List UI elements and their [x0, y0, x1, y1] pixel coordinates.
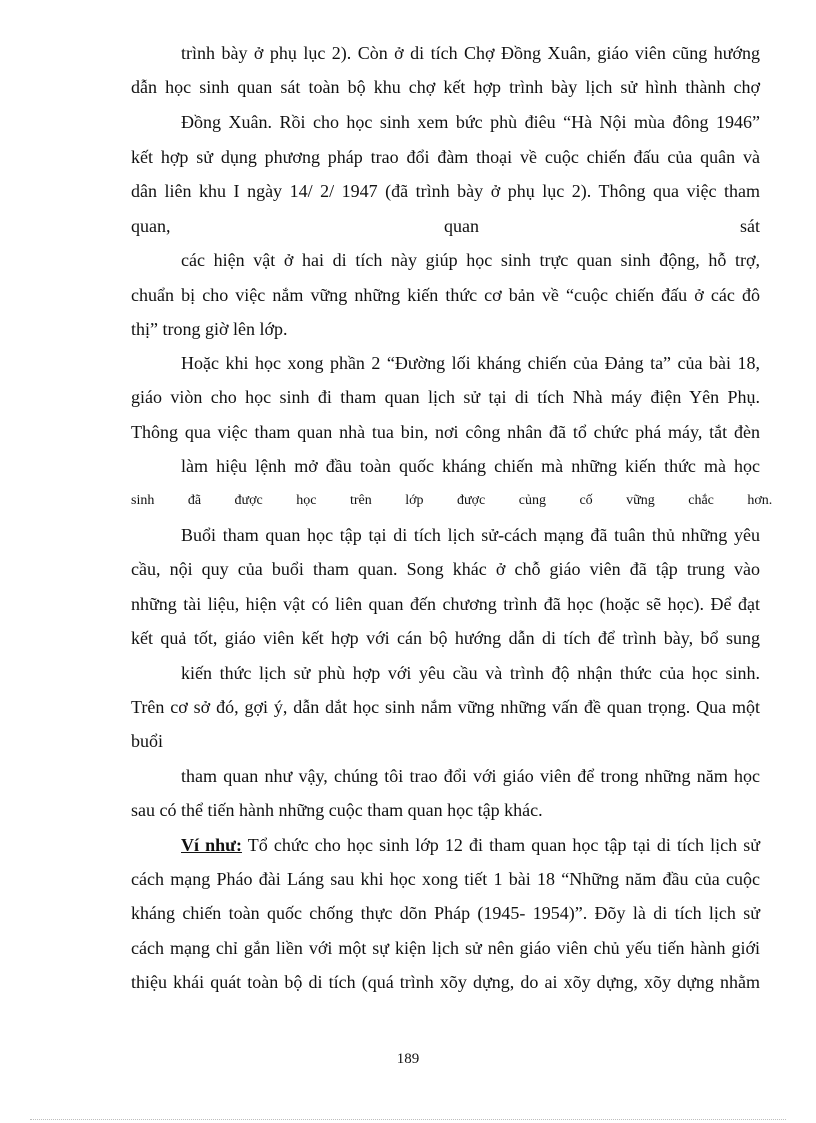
- text-line: thị” trong giờ lên lớp.: [131, 319, 288, 339]
- text-line: Thông qua việc tham quan nhà tua bin, nơi công nhân đã tổ chức phá máy, tắt đèn: [131, 422, 760, 442]
- spread-word: quan: [444, 216, 479, 236]
- text-line: Đồng Xuân. Rồi cho học sinh xem bức phù điêu “Hà Nội mùa đông 1946”: [181, 112, 760, 132]
- text-line: dân liên khu I ngày 14/ 2/ 1947 (đã trình bày ở phụ lục 2). Thông qua việc tham: [131, 181, 760, 201]
- text-line: cách mạng chỉ gắn liền với một sự kiện lịch sử nên giáo viên chủ yếu tiến hành giới: [131, 938, 760, 958]
- text-line: cầu, nội quy của buổi tham quan. Song khác ở chỗ giáo viên đã tập trung vào: [131, 559, 760, 579]
- text-line: buổi: [131, 731, 164, 751]
- text-line: trình bày ở phụ lục 2). Còn ở di tích Chợ Đồng Xuân, giáo viên cũng hướng: [181, 43, 760, 63]
- text-line: Buổi tham quan học tập tại di tích lịch sử-cách mạng đã tuân thủ những yêu: [181, 525, 760, 545]
- spread-word: sát: [740, 216, 760, 236]
- text-line: chuẩn bị cho việc nắm vững những kiến thức cơ bản về “cuộc chiến đấu ở các đô: [131, 285, 760, 305]
- text-line: những tài liệu, hiện vật có liên quan đến chương trình đã học (hoặc sẽ học). Để đạt: [131, 594, 760, 614]
- footer-divider: [30, 1119, 786, 1120]
- text-line: sinh đã được học trên lớp được củng cố vững chắc hơn.: [131, 493, 773, 508]
- spread-word: quan,: [131, 216, 171, 236]
- text-line: Hoặc khi học xong phần 2 “Đường lối kháng chiến của Đảng ta” của bài 18,: [181, 353, 760, 373]
- text-line: Trên cơ sở đó, gợi ý, dẫn dắt học sinh nắm vững những vấn đề quan trọng. Qua một: [131, 697, 760, 717]
- page-number: 189: [396, 1051, 420, 1067]
- spread-text-line: [131, 215, 760, 237]
- text-line: kiến thức lịch sử phù hợp với yêu cầu và trình độ nhận thức của học sinh.: [181, 663, 760, 683]
- text-line: kết quả tốt, giáo viên kết hợp với cán bộ hướng dẫn di tích để trình bày, bổ sung: [131, 628, 760, 648]
- text-line: kháng chiến toàn quốc chống thực dõn Pháp (1945- 1954)”. Đõy là di tích lịch sử: [131, 903, 760, 923]
- text-line: sau có thể tiến hành những cuộc tham quan học tập khác.: [131, 800, 543, 820]
- text-line: giáo viòn cho học sinh đi tham quan lịch sử tại di tích Nhà máy điện Yên Phụ.: [131, 387, 760, 407]
- text-line: làm hiệu lệnh mở đầu toàn quốc kháng chiến mà những kiến thức mà học: [181, 456, 760, 476]
- text-line: cách mạng Pháo đài Láng sau khi học xong tiết 1 bài 18 “Những năm đầu của cuộc: [131, 869, 760, 889]
- text-line: dẫn học sinh quan sát toàn bộ khu chợ kết hợp trình bày lịch sử hình thành chợ: [131, 77, 760, 97]
- text-line: [181, 834, 760, 856]
- text-line: thiệu khái quát toàn bộ di tích (quá trình xõy dựng, do ai xõy dựng, xõy dựng nhằm: [131, 972, 760, 992]
- text-line: kết hợp sử dụng phương pháp trao đổi đàm thoại về cuộc chiến đấu của quân và: [131, 147, 760, 167]
- text-line: tham quan như vậy, chúng tôi trao đổi với giáo viên để trong những năm học: [181, 766, 760, 786]
- text-line: các hiện vật ở hai di tích này giúp học sinh trực quan sinh động, hỗ trợ,: [181, 250, 760, 270]
- text-line-rest: Tổ chức cho học sinh lớp 12 đi tham quan học tập tại di tích lịch sử: [247, 835, 760, 855]
- example-label: Ví như:: [181, 835, 242, 855]
